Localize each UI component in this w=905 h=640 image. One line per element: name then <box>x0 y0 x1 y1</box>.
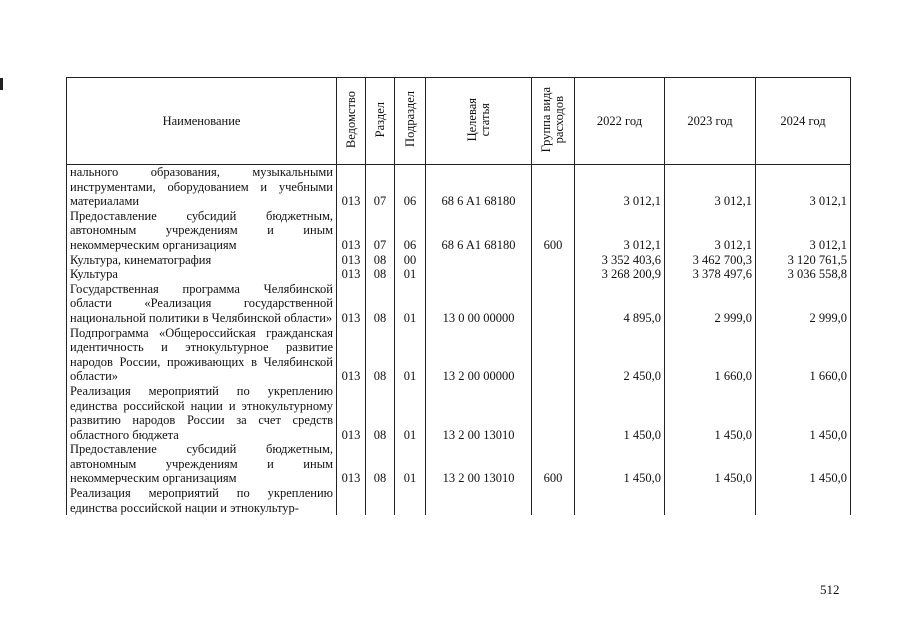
row-section: 07 <box>366 165 395 209</box>
budget-table <box>66 77 851 515</box>
row-subsection: 06 <box>395 165 426 209</box>
row-section: 08 <box>366 326 395 384</box>
header-section: Раздел <box>366 78 395 165</box>
row-target: 13 0 00 00000 <box>426 282 532 326</box>
row-2023: 3 378 497,6 <box>665 267 756 282</box>
row-section: 08 <box>366 253 395 268</box>
row-target: 68 6 A1 68180 <box>426 209 532 253</box>
row-expense-group: 600 <box>532 442 575 486</box>
row-name: нального образования, музыкальными инструментами, оборудованием и учебными материалами <box>67 165 337 209</box>
row-2022: 1 450,0 <box>575 384 665 442</box>
row-target: 13 2 00 00000 <box>426 326 532 384</box>
row-2023: 3 462 700,3 <box>665 253 756 268</box>
row-expense-group <box>532 326 575 384</box>
row-ministry: 013 <box>337 282 366 326</box>
row-ministry: 013 <box>337 384 366 442</box>
row-2023: 1 450,0 <box>665 442 756 486</box>
row-section <box>366 486 395 515</box>
row-name: Реализация мероприятий по укреплению единства российской нации и этнокультурному развитию народов России за счет средств областного бюджета <box>67 384 337 442</box>
row-2022: 3 268 200,9 <box>575 267 665 282</box>
row-2024: 3 120 761,5 <box>756 253 851 268</box>
row-ministry: 013 <box>337 165 366 209</box>
row-2022: 1 450,0 <box>575 442 665 486</box>
row-2024 <box>756 486 851 515</box>
row-subsection: 06 <box>395 209 426 253</box>
row-name: Подпрограмма «Общероссийская гражданская идентичность и этнокультурное развитие народов России, проживающих в Челябинской области» <box>67 326 337 384</box>
row-name: Культура <box>67 267 337 282</box>
table-row <box>67 267 851 282</box>
row-target <box>426 486 532 515</box>
row-section: 08 <box>366 442 395 486</box>
row-2024: 3 012,1 <box>756 165 851 209</box>
row-2024: 1 450,0 <box>756 442 851 486</box>
row-2024: 2 999,0 <box>756 282 851 326</box>
table-row <box>67 486 851 515</box>
row-name: Предоставление субсидий бюджетным, автономным учреждениям и иным некоммерческим организациям <box>67 442 337 486</box>
row-subsection: 01 <box>395 282 426 326</box>
row-2024: 3 036 558,8 <box>756 267 851 282</box>
header-ministry: Ведомство <box>337 78 366 165</box>
header-subsection: Подраздел <box>395 78 426 165</box>
row-section: 07 <box>366 209 395 253</box>
row-target: 13 2 00 13010 <box>426 384 532 442</box>
row-subsection: 01 <box>395 442 426 486</box>
row-2023: 1 450,0 <box>665 384 756 442</box>
row-subsection: 01 <box>395 384 426 442</box>
row-expense-group <box>532 267 575 282</box>
table-row <box>67 209 851 253</box>
row-name: Культура, кинематография <box>67 253 337 268</box>
row-2024: 1 450,0 <box>756 384 851 442</box>
table-row <box>67 384 851 442</box>
row-expense-group <box>532 253 575 268</box>
row-target: 13 2 00 13010 <box>426 442 532 486</box>
row-expense-group <box>532 282 575 326</box>
row-target <box>426 253 532 268</box>
row-subsection <box>395 486 426 515</box>
row-target <box>426 267 532 282</box>
row-subsection: 00 <box>395 253 426 268</box>
row-2024: 3 012,1 <box>756 209 851 253</box>
table-row <box>67 253 851 268</box>
row-ministry <box>337 486 366 515</box>
table-row <box>67 442 851 486</box>
page-number: 512 <box>820 582 840 597</box>
row-2022: 3 352 403,6 <box>575 253 665 268</box>
row-expense-group: 600 <box>532 209 575 253</box>
table-row <box>67 165 851 209</box>
row-name: Государственная программа Челябинской области «Реализация государственной национальной политики в Челябинской области» <box>67 282 337 326</box>
row-2024: 1 660,0 <box>756 326 851 384</box>
header-2024: 2024 год <box>756 78 851 165</box>
row-2023: 1 660,0 <box>665 326 756 384</box>
row-2023: 2 999,0 <box>665 282 756 326</box>
table-row <box>67 282 851 326</box>
row-ministry: 013 <box>337 326 366 384</box>
row-ministry: 013 <box>337 253 366 268</box>
row-2023: 3 012,1 <box>665 209 756 253</box>
row-target: 68 6 A1 68180 <box>426 165 532 209</box>
header-2023: 2023 год <box>665 78 756 165</box>
row-2022: 3 012,1 <box>575 165 665 209</box>
row-2022 <box>575 486 665 515</box>
row-subsection: 01 <box>395 326 426 384</box>
row-ministry: 013 <box>337 267 366 282</box>
row-name: Предоставление субсидий бюджетным, автономным учреждениям и иным некоммерческим организациям <box>67 209 337 253</box>
table-row <box>67 326 851 384</box>
header-name: Наименование <box>67 78 337 165</box>
row-ministry: 013 <box>337 209 366 253</box>
row-2023: 3 012,1 <box>665 165 756 209</box>
header-target: Целевая статья <box>426 78 532 165</box>
header-2022: 2022 год <box>575 78 665 165</box>
table-body <box>67 165 851 516</box>
row-section: 08 <box>366 282 395 326</box>
row-ministry: 013 <box>337 442 366 486</box>
row-2022: 4 895,0 <box>575 282 665 326</box>
header-expense-group: Группа вида расходов <box>532 78 575 165</box>
row-section: 08 <box>366 267 395 282</box>
row-2022: 2 450,0 <box>575 326 665 384</box>
row-expense-group <box>532 165 575 209</box>
row-2022: 3 012,1 <box>575 209 665 253</box>
row-name: Реализация мероприятий по укреплению единства российской нации и этнокультур- <box>67 486 337 515</box>
row-2023 <box>665 486 756 515</box>
row-expense-group <box>532 384 575 442</box>
row-section: 08 <box>366 384 395 442</box>
header-row <box>67 78 851 165</box>
margin-mark <box>0 78 3 90</box>
row-expense-group <box>532 486 575 515</box>
row-subsection: 01 <box>395 267 426 282</box>
